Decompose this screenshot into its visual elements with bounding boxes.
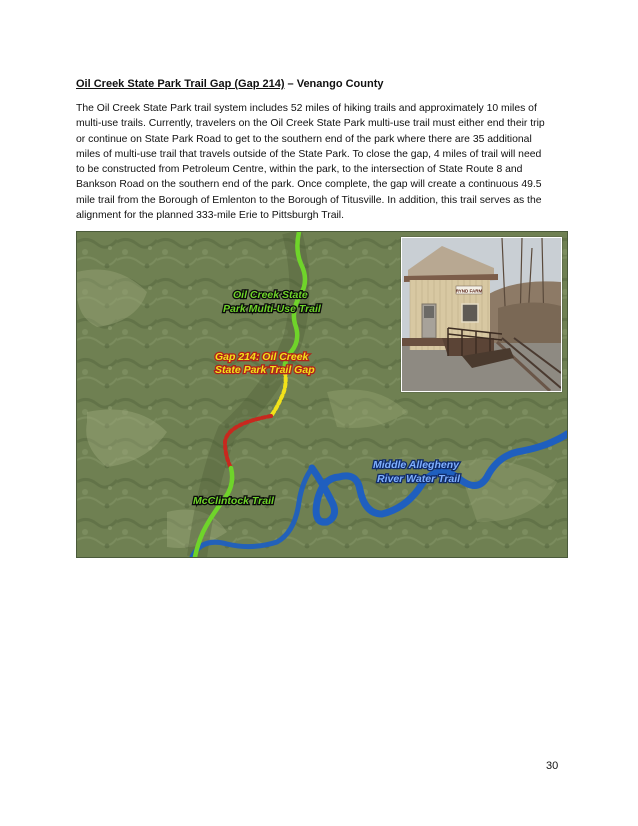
section-heading-county: – Venango County [284, 78, 384, 90]
paragraph-line: alignment for the planned 333-mile Erie to Pittsburgh Trail. [76, 210, 344, 222]
station-sign: RYND FARM [455, 288, 483, 294]
section-heading-title: Oil Creek State Park Trail Gap (Gap 214) [76, 78, 285, 90]
body-paragraph [76, 101, 568, 223]
oil-creek-label-line2: Park Multi-Use Trail [223, 303, 321, 315]
mcclintock-label: McClintock Trail [193, 495, 274, 507]
paragraph-line: multi-use trails. Currently, travelers on the Oil Creek State Park multi-use trail must either end their trip [76, 118, 545, 130]
rynd-farm-photo [401, 237, 562, 392]
section-heading [76, 78, 384, 90]
paragraph-line: mile trail from the Borough of Emlenton to the Borough of Titusville. In addition, this trail serves as the [76, 194, 542, 206]
page-number: 30 [546, 760, 559, 772]
oil-creek-label-line1: Oil Creek State [233, 289, 308, 301]
gap-label-line1: Gap 214: Oil Creek [215, 351, 309, 363]
paragraph-line: The Oil Creek State Park trail system includes 52 miles of hiking trails and approximately 10 miles of [76, 103, 537, 114]
paragraph-line: Bankson Road on the southern end of the park. Once complete, the gap will create a continuous 49.5 [76, 179, 542, 191]
gap-label-line2: State Park Trail Gap [215, 364, 315, 376]
rynd-farm-photo-graphic [402, 238, 561, 391]
paragraph-line: miles of multi-use trail that travels outside of the State Park. To close the gap, 4 miles of trail will need [76, 148, 542, 160]
allegheny-label-line2: River Water Trail [377, 473, 461, 485]
paragraph-line: or continue on State Park Road to get to the southern end of the park where there are 35 additional [76, 133, 532, 145]
paragraph-line: to be constructed from Petroleum Centre, within the park, to the intersection of State Route 8 and [76, 164, 523, 176]
allegheny-label-line1: Middle Allegheny [373, 459, 459, 471]
